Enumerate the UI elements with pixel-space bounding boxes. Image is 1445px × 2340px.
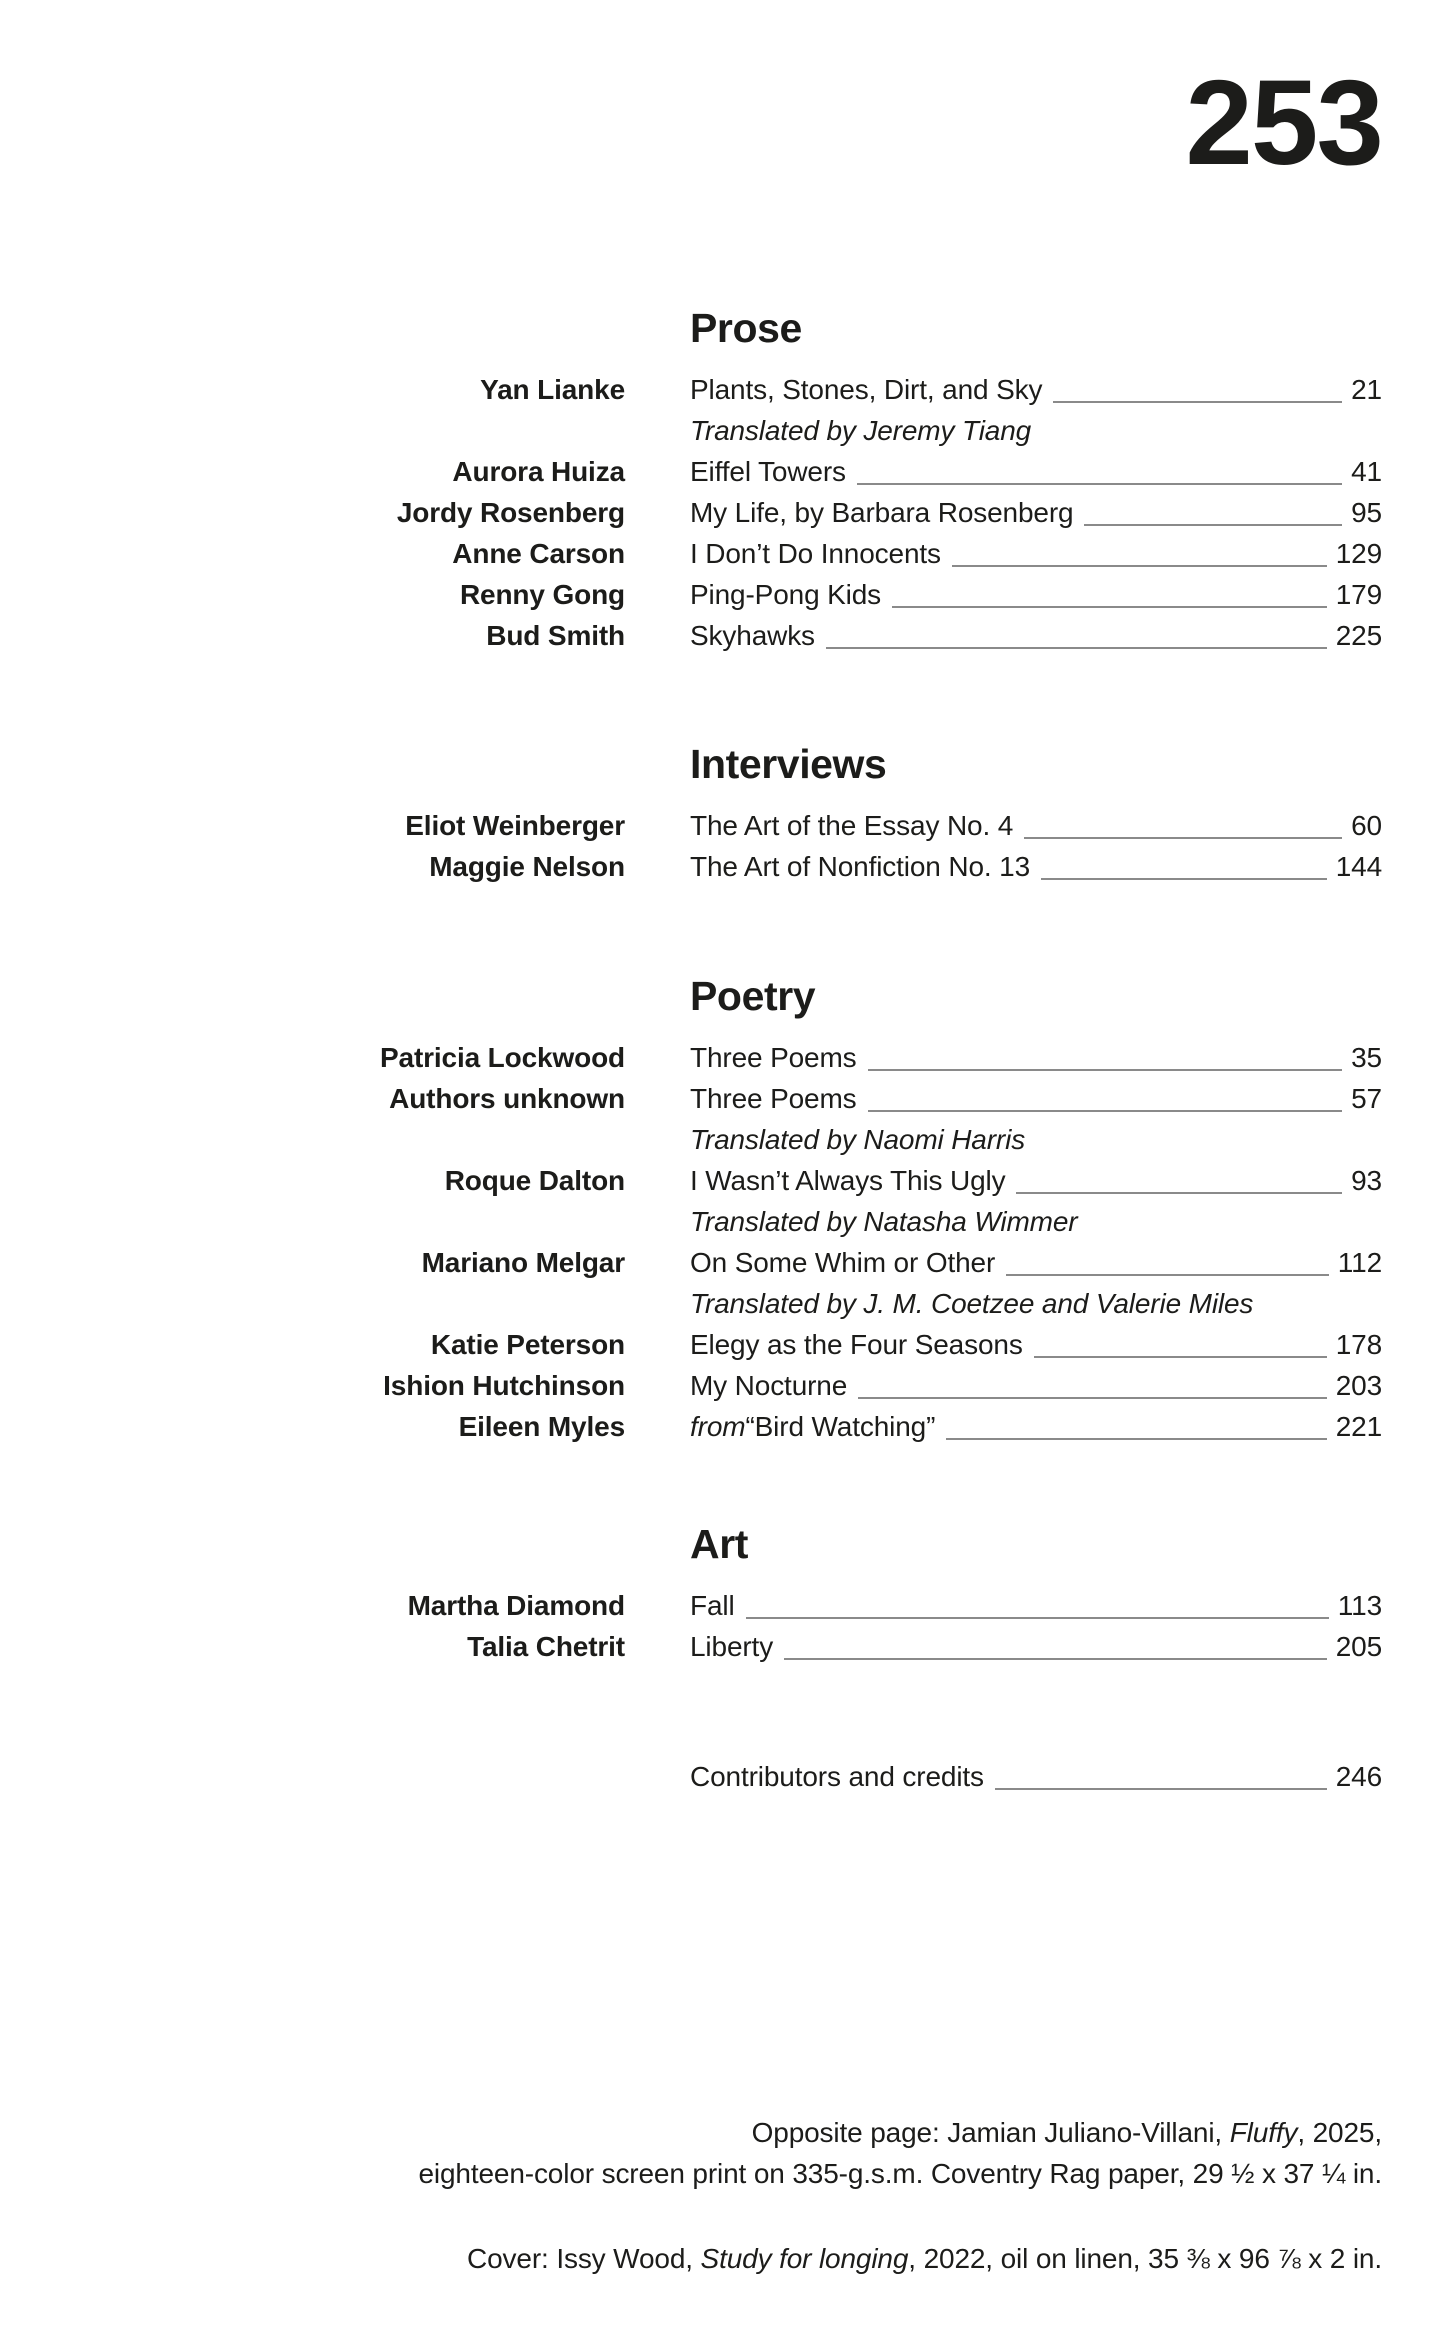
leader-line <box>868 1069 1343 1071</box>
page-number: 221 <box>1335 1411 1382 1442</box>
toc-row <box>358 615 1382 656</box>
title-line <box>690 533 1382 574</box>
leader-line <box>1041 878 1327 880</box>
title-line <box>690 846 1382 887</box>
author-name: Ishion Hutchinson <box>383 1370 625 1401</box>
work-title: I Wasn’t Always This Ugly <box>690 1165 1006 1196</box>
work-title: I Don’t Do Innocents <box>690 538 941 569</box>
page-number: 93 <box>1351 1165 1382 1196</box>
work-title: Contributors and credits <box>690 1761 984 1792</box>
author-name-empty <box>358 410 625 451</box>
caption-text: Cover: Issy Wood, <box>467 2243 701 2274</box>
work-title: Eiffel Towers <box>690 456 846 487</box>
author-name: Anne Carson <box>452 538 625 569</box>
page-number: 21 <box>1351 374 1382 405</box>
caption-text: , 2025, <box>1297 2117 1382 2148</box>
toc-row <box>358 574 1382 615</box>
section-header: Art <box>690 1521 748 1567</box>
page-number: 205 <box>1335 1631 1382 1662</box>
author-name: Bud Smith <box>486 620 625 651</box>
author-name: Authors unknown <box>389 1083 625 1114</box>
page-number: 57 <box>1351 1083 1382 1114</box>
page-number: 41 <box>1351 456 1382 487</box>
toc-row <box>358 1585 1382 1626</box>
work-title: Elegy as the Four Seasons <box>690 1329 1023 1360</box>
section-art <box>358 1520 1382 1667</box>
toc-row <box>358 1242 1382 1283</box>
author-name: Maggie Nelson <box>429 851 625 882</box>
title-line <box>690 574 1382 615</box>
author-name: Roque Dalton <box>444 1165 625 1196</box>
translator-note: Translated by J. M. Coetzee and Valerie Miles <box>690 1288 1254 1319</box>
caption-line <box>138 2153 1382 2194</box>
translator-note: Translated by Naomi Harris <box>690 1124 1026 1155</box>
work-title: Three Poems <box>690 1042 857 1073</box>
title-line <box>690 1585 1382 1626</box>
page-number: 35 <box>1351 1042 1382 1073</box>
toc-row <box>358 369 1382 410</box>
page-number: 112 <box>1337 1247 1382 1278</box>
translator-row <box>358 1201 1382 1242</box>
author-name: Talia Chetrit <box>467 1631 625 1662</box>
work-title: “Bird Watching” <box>745 1411 936 1442</box>
leader-line <box>995 1788 1327 1790</box>
leader-line <box>868 1110 1343 1112</box>
toc-row <box>358 1078 1382 1119</box>
leader-line <box>1053 401 1342 403</box>
work-title: Three Poems <box>690 1083 857 1114</box>
author-name: Renny Gong <box>459 579 625 610</box>
section-poetry <box>358 972 1382 1447</box>
author-name: Yan Lianke <box>480 374 625 405</box>
author-name: Jordy Rosenberg <box>396 497 625 528</box>
work-title: The Art of Nonfiction No. 13 <box>690 851 1031 882</box>
author-name: Mariano Melgar <box>421 1247 625 1278</box>
contributors-row <box>358 1756 1382 1797</box>
translator-note: Translated by Jeremy Tiang <box>690 415 1032 446</box>
work-title: Liberty <box>690 1631 774 1662</box>
work-title-italic-prefix: from <box>690 1411 746 1442</box>
author-name: Eliot Weinberger <box>405 810 625 841</box>
toc-row <box>358 451 1382 492</box>
page-number: 178 <box>1335 1329 1382 1360</box>
section-header: Poetry <box>690 973 816 1019</box>
title-line <box>690 1324 1382 1365</box>
work-title: My Nocturne <box>690 1370 848 1401</box>
leader-line <box>1024 837 1342 839</box>
toc-content <box>358 0 1382 2340</box>
author-name-empty <box>358 1283 625 1324</box>
work-title: The Art of the Essay No. 4 <box>690 810 1014 841</box>
caption-text: Opposite page: Jamian Juliano-Villani, <box>751 2117 1230 2148</box>
toc-row <box>358 1365 1382 1406</box>
title-line <box>690 1242 1382 1283</box>
toc-row <box>358 533 1382 574</box>
toc-row <box>358 1324 1382 1365</box>
leader-line <box>746 1617 1329 1619</box>
page-number: 113 <box>1337 1590 1382 1621</box>
page-number: 203 <box>1335 1370 1382 1401</box>
leader-line <box>1034 1356 1327 1358</box>
leader-line <box>784 1658 1327 1660</box>
author-name-empty <box>358 1756 625 1797</box>
title-line <box>690 369 1382 410</box>
page-number: 95 <box>1351 497 1382 528</box>
page-number: 246 <box>1335 1761 1382 1792</box>
leader-line <box>946 1438 1326 1440</box>
toc-row <box>358 1037 1382 1078</box>
caption-line <box>138 2238 1382 2279</box>
leader-line <box>1016 1192 1342 1194</box>
toc-row <box>358 492 1382 533</box>
author-name: Eileen Myles <box>458 1411 625 1442</box>
title-line <box>690 1756 1382 1797</box>
title-line <box>690 1037 1382 1078</box>
caption-text: , 2022, oil on linen, 35 ⅜ x 96 ⅞ x 2 in. <box>908 2243 1382 2274</box>
section-header: Prose <box>690 305 802 351</box>
toc-row <box>358 1160 1382 1201</box>
leader-line <box>858 1397 1327 1399</box>
translator-row <box>358 1119 1382 1160</box>
translator-row <box>358 1283 1382 1324</box>
author-name: Katie Peterson <box>430 1329 625 1360</box>
page-number: 179 <box>1335 579 1382 610</box>
work-title: On Some Whim or Other <box>690 1247 996 1278</box>
toc-row <box>358 846 1382 887</box>
page-number: 60 <box>1351 810 1382 841</box>
caption-text: Fluffy <box>1229 2117 1298 2148</box>
issue-number: 253 <box>1185 54 1382 190</box>
leader-line <box>1006 1274 1329 1276</box>
title-line <box>690 1078 1382 1119</box>
leader-line <box>826 647 1327 649</box>
title-line <box>690 1160 1382 1201</box>
translator-row <box>358 410 1382 451</box>
title-line <box>690 1626 1382 1667</box>
section-interviews <box>358 740 1382 887</box>
title-line <box>690 1365 1382 1406</box>
work-title: Plants, Stones, Dirt, and Sky <box>690 374 1043 405</box>
toc-row <box>358 805 1382 846</box>
title-line <box>690 492 1382 533</box>
contributors-toc-row <box>358 1756 1382 1797</box>
toc-row <box>358 1406 1382 1447</box>
toc-row <box>358 1626 1382 1667</box>
leader-line <box>952 565 1327 567</box>
work-title: Fall <box>690 1590 735 1621</box>
title-line <box>690 615 1382 656</box>
page-number: 144 <box>1335 851 1382 882</box>
leader-line <box>1084 524 1342 526</box>
section-header: Interviews <box>690 741 887 787</box>
section-prose <box>358 304 1382 656</box>
opposite-page-caption <box>138 2112 1382 2194</box>
caption-text: Study for longing <box>700 2243 909 2274</box>
page-number: 225 <box>1335 620 1382 651</box>
author-name: Martha Diamond <box>407 1590 625 1621</box>
cover-caption <box>138 2238 1382 2279</box>
page-number: 129 <box>1335 538 1382 569</box>
translator-note: Translated by Natasha Wimmer <box>690 1206 1078 1237</box>
title-line <box>690 1406 1382 1447</box>
title-line <box>690 451 1382 492</box>
caption-line <box>138 2112 1382 2153</box>
author-name-empty <box>358 1201 625 1242</box>
leader-line <box>892 606 1327 608</box>
author-name-empty <box>358 1119 625 1160</box>
leader-line <box>857 483 1342 485</box>
author-name: Patricia Lockwood <box>379 1042 625 1073</box>
work-title: My Life, by Barbara Rosenberg <box>690 497 1074 528</box>
work-title: Skyhawks <box>690 620 815 651</box>
caption-text: eighteen-color screen print on 335-g.s.m. Coventry Rag paper, 29 ½ x 37 ¼ in. <box>418 2158 1382 2189</box>
work-title: Ping-Pong Kids <box>690 579 882 610</box>
author-name: Aurora Huiza <box>452 456 625 487</box>
title-line <box>690 805 1382 846</box>
